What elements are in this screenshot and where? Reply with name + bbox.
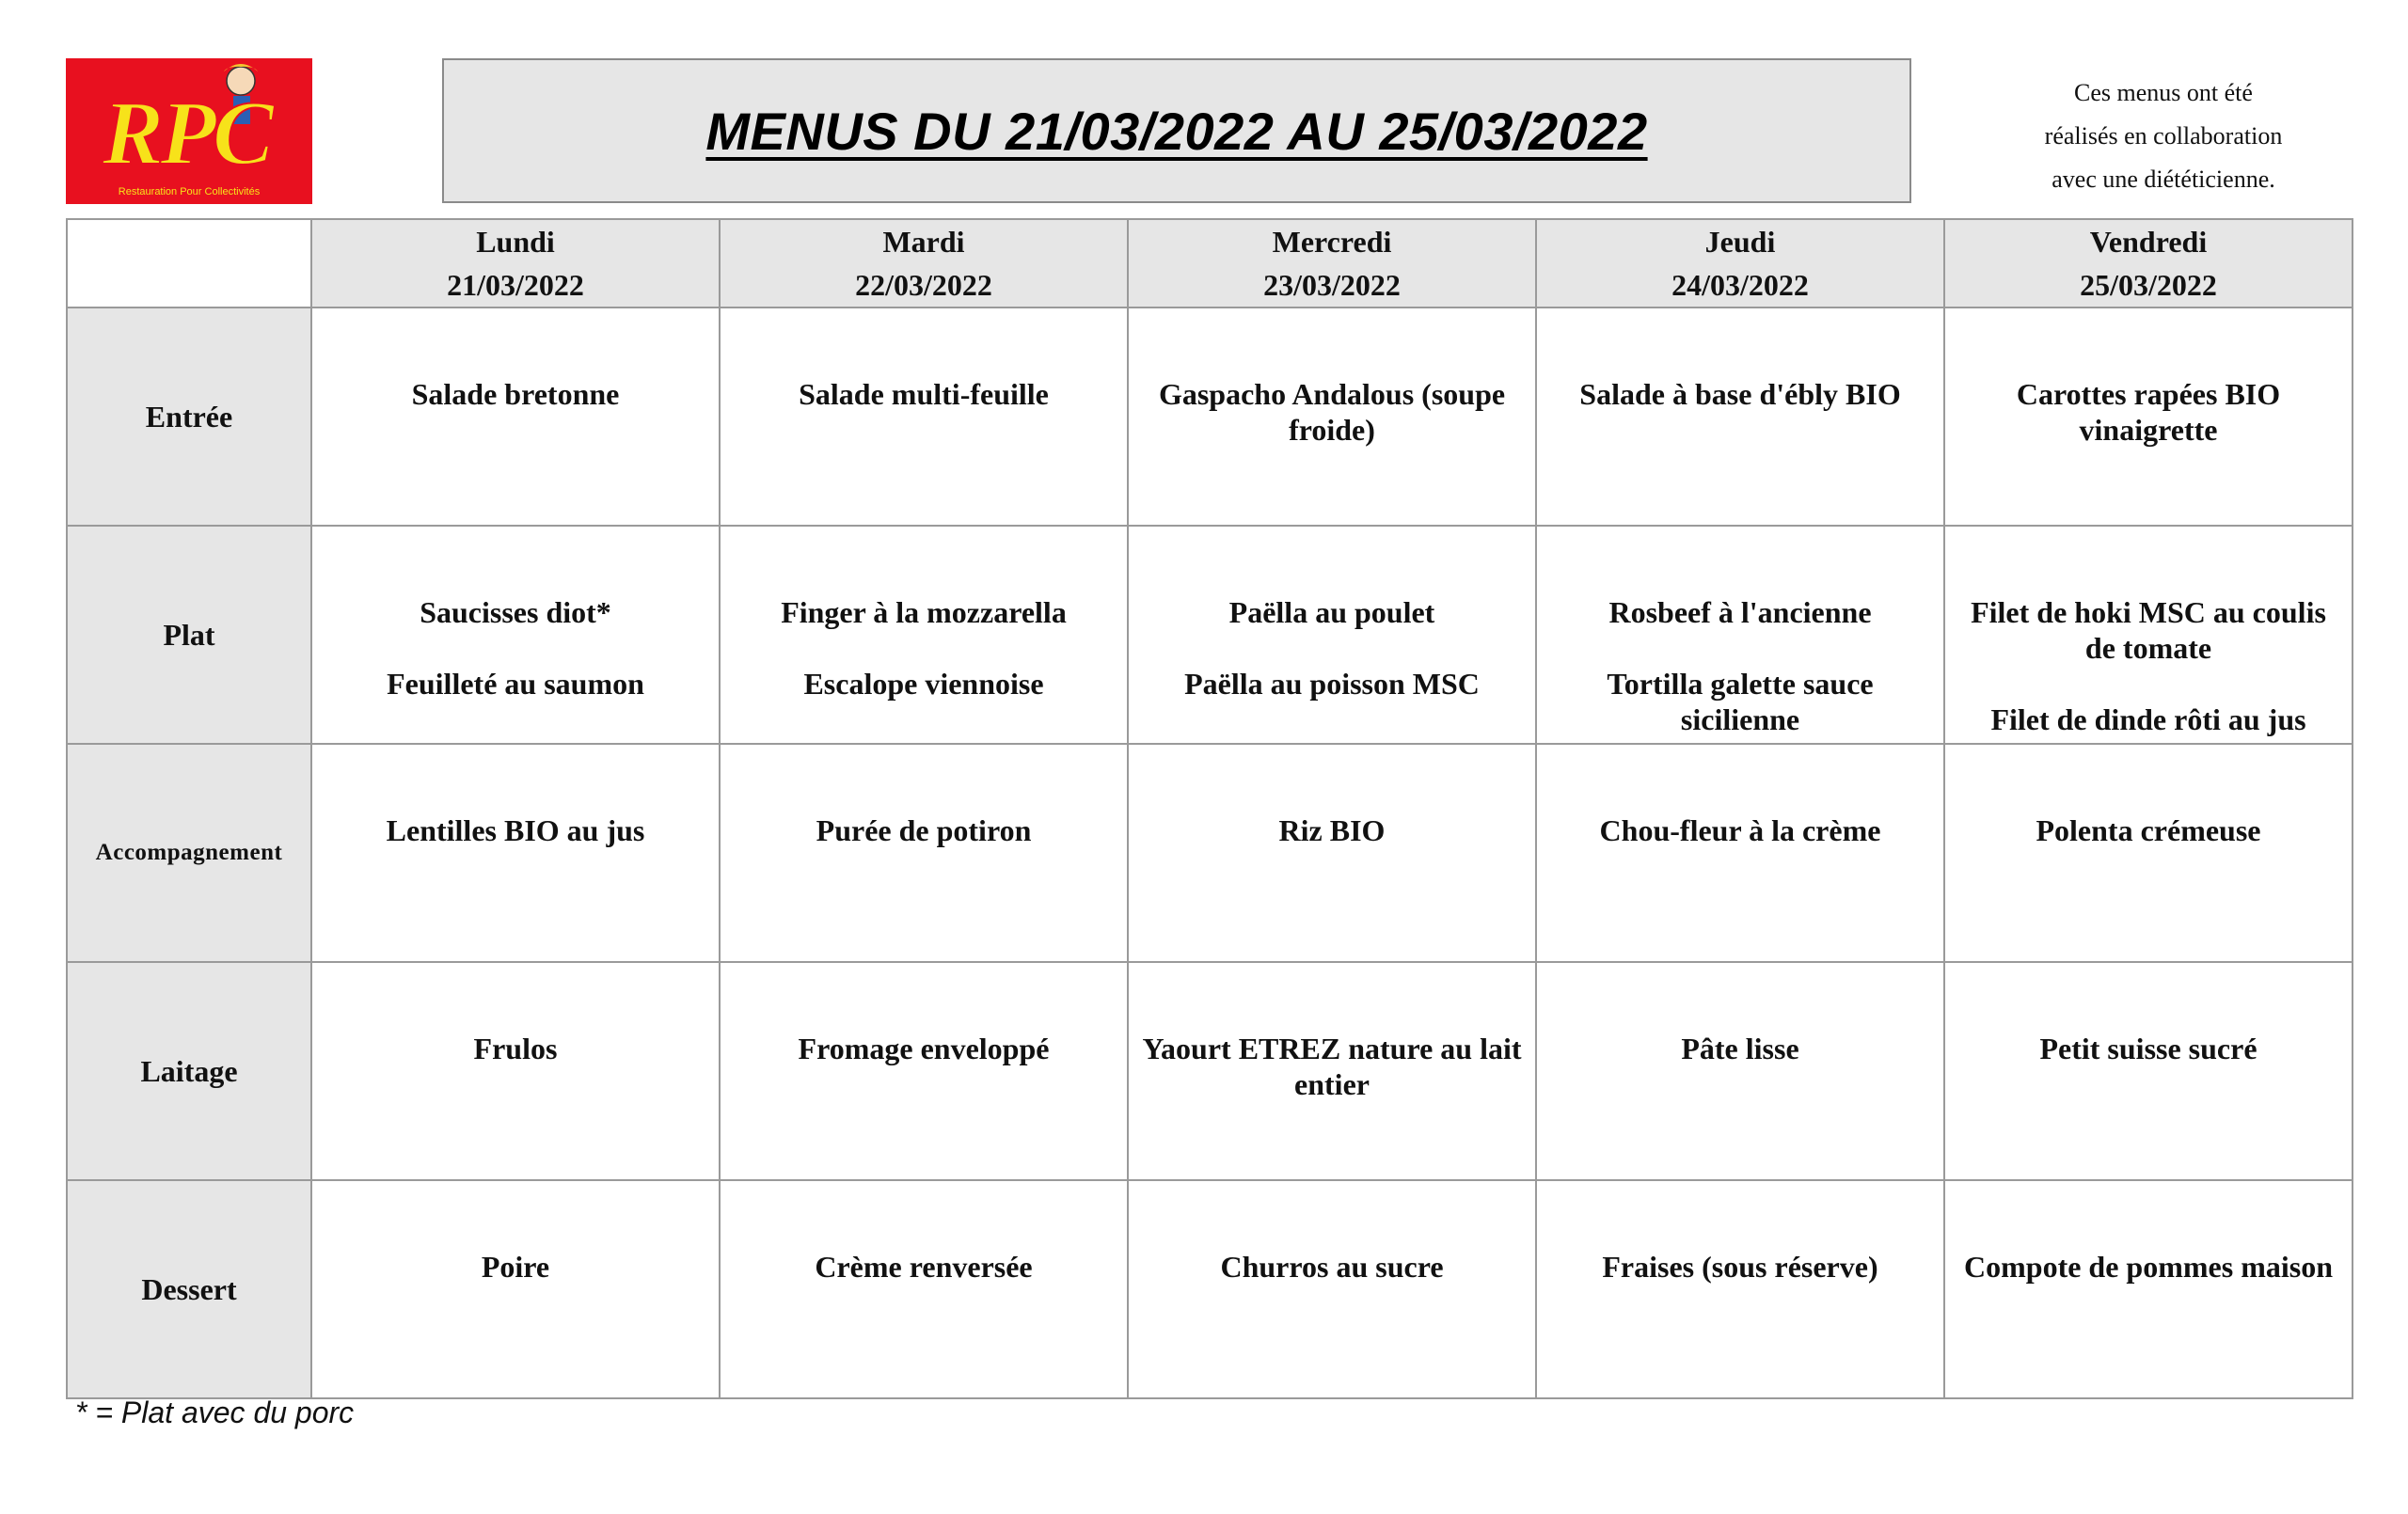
day-date: 22/03/2022 <box>855 268 992 302</box>
menu-cell <box>1536 962 1944 1180</box>
dish: Chou-fleur à la crème <box>1599 813 1881 847</box>
menu-cell <box>1128 308 1536 526</box>
menu-cell <box>1944 308 2353 526</box>
dish: Lentilles BIO au jus <box>386 813 645 847</box>
menu-cell <box>1944 1180 2353 1398</box>
day-date: 24/03/2022 <box>1671 268 1809 302</box>
menu-cell <box>720 526 1128 744</box>
dish: Poire <box>481 1250 550 1284</box>
day-date: 25/03/2022 <box>2080 268 2217 302</box>
dish: Saucisses diot* <box>420 595 611 629</box>
dish: Fromage enveloppé <box>798 1032 1050 1065</box>
menu-cell <box>311 744 720 962</box>
menu-cell <box>311 962 720 1180</box>
day-header <box>720 219 1128 308</box>
menu-row <box>67 744 2353 962</box>
dish: Frulos <box>473 1032 558 1065</box>
dish: Paëlla au poulet <box>1228 595 1435 629</box>
logo-letters: RPC <box>102 83 271 184</box>
dish: Salade multi-feuille <box>799 377 1049 411</box>
menu-cell <box>720 744 1128 962</box>
menu-cell <box>1128 962 1536 1180</box>
dish: Tortilla galette sauce sicilienne <box>1607 667 1874 736</box>
dish: Paëlla au poisson MSC <box>1184 667 1480 701</box>
header-row <box>67 219 2353 308</box>
menu-cell <box>1944 526 2353 744</box>
day-name: Mardi <box>882 225 965 259</box>
row-label: Dessert <box>67 1180 311 1398</box>
pork-footnote: * = Plat avec du porc <box>75 1396 355 1429</box>
menu-cell <box>1536 744 1944 962</box>
title-banner <box>442 58 1911 203</box>
note-line: réalisés en collaboration <box>2044 122 2283 150</box>
dish: Polenta crémeuse <box>2036 813 2261 847</box>
day-date: 21/03/2022 <box>447 268 584 302</box>
day-name: Lundi <box>476 225 555 259</box>
dish: Gaspacho Andalous (soupe froide) <box>1158 377 1506 447</box>
menu-cell <box>1128 526 1536 744</box>
day-name: Vendredi <box>2089 225 2208 259</box>
row-label: Laitage <box>67 962 311 1180</box>
note-line: avec une diététicienne. <box>2052 166 2275 193</box>
menu-cell <box>1536 526 1944 744</box>
note-line: Ces menus ont été <box>2074 79 2253 106</box>
menu-cell <box>311 526 720 744</box>
menu-cell <box>1128 1180 1536 1398</box>
day-header <box>311 219 720 308</box>
logo-tagline: Restauration Pour Collectivités <box>118 186 261 197</box>
row-label: Entrée <box>67 308 311 526</box>
dish: Filet de hoki MSC au coulis de tomate <box>1971 595 2326 665</box>
menu-row <box>67 1180 2353 1398</box>
page-title: MENUS DU 21/03/2022 AU 25/03/2022 <box>705 101 1648 161</box>
menu-cell <box>1128 744 1536 962</box>
dietitian-note <box>1961 71 2366 201</box>
dish: Salade bretonne <box>411 377 620 411</box>
menu-row <box>67 962 2353 1180</box>
dish: Escalope viennoise <box>803 667 1044 701</box>
row-label: Plat <box>67 526 311 744</box>
dish: Feuilleté au saumon <box>387 667 644 701</box>
dish: Riz BIO <box>1278 813 1386 847</box>
dish: Yaourt ETREZ nature au lait entier <box>1142 1032 1522 1101</box>
day-name: Jeudi <box>1704 225 1776 259</box>
dish: Filet de dinde rôti au jus <box>1990 702 2306 736</box>
menu-cell <box>1944 962 2353 1180</box>
menu-cell <box>1536 308 1944 526</box>
row-label: Accompagnement <box>67 744 311 962</box>
dish: Petit suisse sucré <box>2039 1032 2258 1065</box>
menu-cell <box>1536 1180 1944 1398</box>
day-header <box>1944 219 2353 308</box>
menu-row <box>67 526 2353 744</box>
rpc-logo <box>66 58 312 204</box>
dish: Finger à la mozzarella <box>781 595 1067 629</box>
menu-cell <box>720 308 1128 526</box>
day-header <box>1536 219 1944 308</box>
logo-graphic <box>66 58 312 204</box>
dish: Crème renversée <box>815 1250 1033 1284</box>
dish: Compote de pommes maison <box>1964 1250 2333 1284</box>
weekly-menu-table <box>66 218 2353 1399</box>
menu-cell <box>311 1180 720 1398</box>
menu-cell <box>311 308 720 526</box>
dish: Pâte lisse <box>1681 1032 1799 1065</box>
menu-cell <box>1944 744 2353 962</box>
menu-cell <box>720 1180 1128 1398</box>
menu-cell <box>720 962 1128 1180</box>
dish: Salade à base d'ébly BIO <box>1579 377 1901 411</box>
day-header <box>1128 219 1536 308</box>
dish: Churros au sucre <box>1220 1250 1444 1284</box>
day-date: 23/03/2022 <box>1263 268 1401 302</box>
day-name: Mercredi <box>1272 225 1392 259</box>
dish: Fraises (sous réserve) <box>1602 1250 1878 1284</box>
dish: Rosbeef à l'ancienne <box>1608 595 1872 629</box>
corner-cell <box>67 219 311 308</box>
dish: Carottes rapées BIO vinaigrette <box>2016 377 2281 447</box>
menu-row <box>67 308 2353 526</box>
dish: Purée de potiron <box>816 813 1032 847</box>
